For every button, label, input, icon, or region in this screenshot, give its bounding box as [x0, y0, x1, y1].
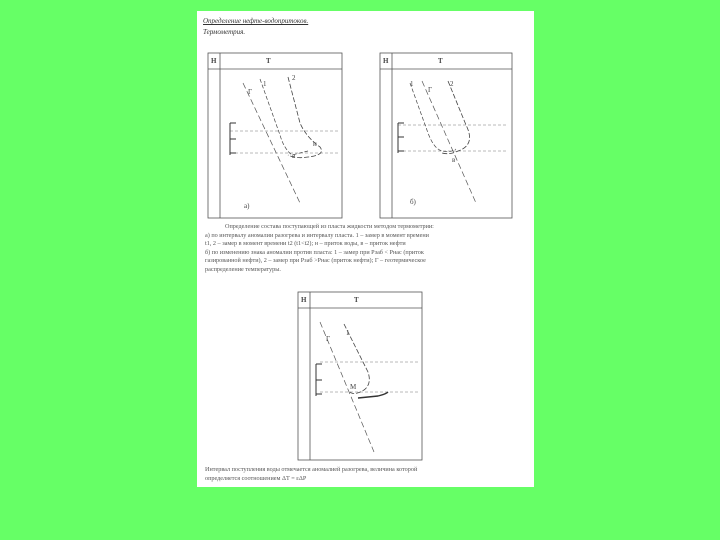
caption-line: распределение температуры.	[205, 265, 281, 273]
document-page	[197, 11, 534, 487]
figure-caption-bottom	[205, 466, 527, 483]
figure-b-curve-label-g: Г	[428, 86, 433, 94]
figure-c-point-label-m: М	[350, 383, 357, 391]
caption-line: Интервал поступления воды отмечается аномалией разогрева, величина которой	[205, 466, 418, 473]
figure-c-curve-label-g: Г	[326, 335, 331, 343]
document-subtitle: Термометрия.	[203, 28, 246, 36]
figure-a-header-h: H	[211, 57, 217, 65]
figure-b-header-t: T	[438, 57, 443, 65]
figure-a-point-label-n: н	[313, 140, 317, 148]
figure-a-panel-label: а)	[244, 202, 250, 210]
figure-a-curve-label-2: 2	[292, 74, 296, 82]
figure-a-curve-label-g: Г	[248, 88, 253, 96]
caption-line: газированной нефти), 2 – замер при Рзаб >Рнас (приток нефти); Г – геотермическое	[205, 257, 426, 265]
figure-a-curve-label-1: 1	[263, 80, 267, 88]
caption-line: а) по интервалу аномалии разогрева и интервалу пласта. 1 – замер в момент времени	[205, 231, 429, 239]
figure-b-curve-label-2: 2	[450, 80, 454, 88]
document-title: Определение нефте-водопритоков.	[203, 17, 309, 25]
figure-b-curve-label-1: 1	[410, 80, 414, 88]
caption-line: Определение состава поступающей из пласта жидкости методом термометрии:	[225, 223, 434, 230]
figure-b-panel-label: б)	[410, 198, 416, 206]
caption-line: б) по изменению знака аномалии против пласта: 1 – замер при Рзаб < Рнас (приток	[205, 248, 424, 256]
figure-b-point-label-v: в	[452, 156, 456, 164]
figure-b-header-h: H	[383, 57, 389, 65]
figure-a-point-label-v: в	[292, 152, 296, 160]
caption-line: t1, 2 – замер в момент времени t2 (t1<t2); н – приток воды, в – приток нефти	[205, 240, 406, 248]
figure-c-graph	[298, 292, 422, 460]
figure-a-header-t: T	[266, 57, 271, 65]
figure-c	[298, 292, 422, 460]
figure-a-graph	[208, 53, 342, 218]
figure-a	[208, 53, 342, 218]
figure-caption-main	[205, 223, 527, 275]
figure-b	[380, 53, 512, 218]
figure-b-graph	[380, 53, 512, 218]
caption-line: определяется соотношением ΔТ = εΔР	[205, 474, 307, 482]
figure-c-header-h: H	[301, 296, 307, 304]
figure-c-header-t: T	[354, 296, 359, 304]
figure-c-curve-label-1: 1	[346, 329, 350, 337]
